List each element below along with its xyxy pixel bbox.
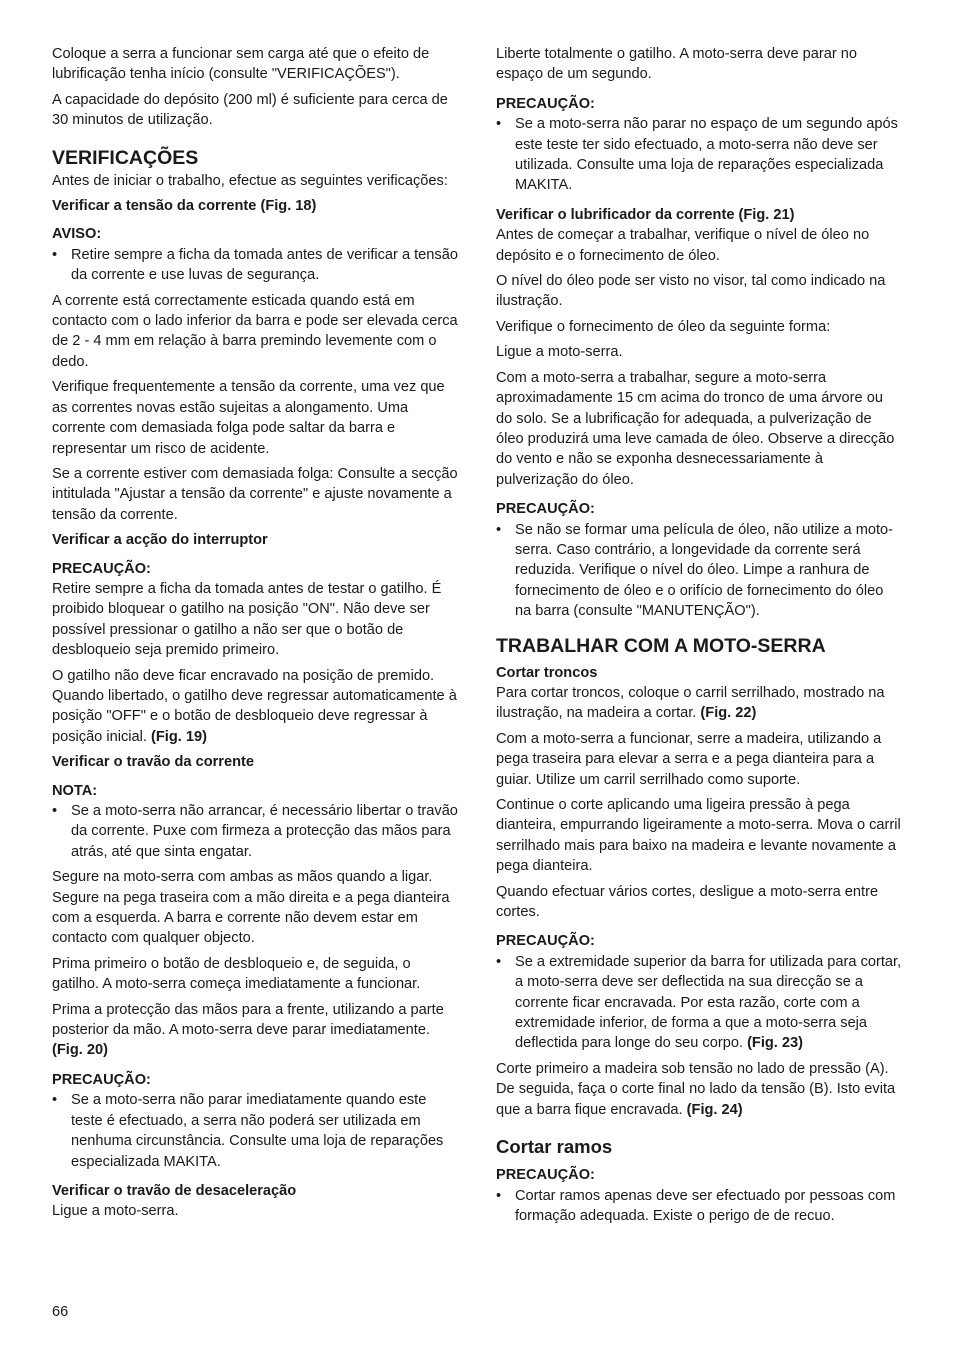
- paragraph: [52, 666, 458, 748]
- paragraph-text: O gatilho não deve ficar encravado na posição de premido. Quando libertado, o gatilho deve regressar automaticamente à posição "OFF" e o botão de desbloqueio deve regressar à posição inicial.: [52, 667, 457, 745]
- label-precaucao: PRECAUÇÃO:: [496, 95, 595, 112]
- bullet-text: Se a moto-serra não parar no espaço de um segundo após este teste ter sido efectuado, a moto-serra não deve ser utilizada. Consulte uma loja de reparações especializada MAKITA.: [515, 116, 898, 194]
- subheading-lubrificador: Verificar o lubrificador da corrente (Fig. 21): [496, 206, 795, 223]
- paragraph: [496, 1059, 902, 1120]
- subheading-troncos: Cortar troncos: [496, 664, 598, 681]
- bullet-text: Se não se formar uma película de óleo, não utilize a moto-serra. Caso contrário, a longevidade da corrente será reduzida. Verifique o nível do óleo. Limpe a ranhura de fornecimento de óleo e o orifício de fornecimento do óleo na barra (consulte "MANUTENÇÃO").: [515, 521, 894, 620]
- bullet-item: [496, 520, 902, 622]
- paragraph-text: Para cortar troncos, coloque o carril serrilhado, mostrado na ilustração, na madeira a cortar.: [496, 684, 885, 722]
- bullet-marker: •: [496, 521, 502, 538]
- paragraph: Ligue a moto-serra.: [52, 1203, 179, 1220]
- intro-paragraph-2: A capacidade do depósito (200 ml) é suficiente para cerca de 30 minutos de utilização.: [52, 91, 448, 129]
- section-heading-verificacoes: VERIFICAÇÕES: [52, 146, 199, 169]
- figure-ref: (Fig. 24): [686, 1101, 743, 1118]
- paragraph: Verifique o fornecimento de óleo da seguinte forma:: [496, 318, 831, 335]
- label-precaucao: PRECAUÇÃO:: [496, 501, 595, 518]
- paragraph: [496, 683, 902, 724]
- page-number: 66: [52, 1304, 69, 1320]
- bullet-content: Se a extremidade superior da barra for utilizada para cortar, a moto-serra deve ser deflectida na sua direcção se a corrente ficar encravada. Por esta razão, corte com a extremidade inferior, de forma a que a moto-serra seja deflectida para longe do seu corpo.: [515, 953, 902, 1052]
- bullet-item: [496, 114, 902, 196]
- paragraph: Se a corrente estiver com demasiada folga: Consulte a secção intitulada "Ajustar a tensão da corrente" e ajuste novamente a tensão da corrente.: [52, 465, 458, 523]
- paragraph: Quando efectuar vários cortes, desligue a moto-serra entre cortes.: [496, 883, 879, 921]
- bullet-marker: •: [52, 1092, 58, 1109]
- figure-ref: (Fig. 23): [747, 1035, 804, 1052]
- paragraph: Antes de começar a trabalhar, verifique o nível de óleo no depósito e o fornecimento de óleo.: [496, 227, 870, 264]
- bullet-item: [52, 1090, 458, 1172]
- bullet-text: Se a moto-serra não parar imediatamente quando este teste é efectuado, a serra não poderá ser utilizada em nenhuma circunstância. Consulte uma loja de reparações especializada MAKITA.: [71, 1092, 444, 1170]
- bullet-text: Retire sempre a ficha da tomada antes de verificar a tensão da corrente e use luvas de segurança.: [71, 246, 458, 284]
- bullet-marker: •: [52, 246, 58, 263]
- paragraph: Retire sempre a ficha da tomada antes de testar o gatilho. É proibido bloquear o gatilho na posição "ON". Não deve ser possível pressionar o gatilho a não ser que o botão de desbloqueio seja premido primeiro.: [52, 580, 442, 659]
- label-precaucao: PRECAUÇÃO:: [496, 1167, 595, 1184]
- bullet-text: Se a moto-serra não arrancar, é necessário libertar o travão da corrente. Puxe com firmeza a protecção das mãos para atrás, até que sinta engatar.: [71, 803, 458, 860]
- paragraph: A corrente está correctamente esticada quando está em contacto com o lado inferior da barra e pode ser elevada cerca de 2 - 4 mm em relação à barra premindo levemente com o dedo.: [52, 292, 458, 370]
- paragraph: Verifique frequentemente a tensão da corrente, uma vez que as correntes novas estão sujeitas a alongamento. Uma corrente com demasiada folga pode saltar da barra e representar um risco de acidente.: [52, 379, 445, 457]
- paragraph: Com a moto-serra a funcionar, serre a madeira, utilizando a pega traseira para elevar a serra e a pega dianteira para a guiar. Utilize um carril serrilhado como suporte.: [496, 730, 882, 788]
- right-column: [496, 44, 902, 1231]
- subheading-travao: Verificar o travão da corrente: [52, 754, 254, 771]
- figure-ref: (Fig. 22): [700, 705, 757, 722]
- label-nota: NOTA:: [52, 782, 98, 799]
- subheading-desaceleracao: Verificar o travão de desaceleração: [52, 1182, 297, 1199]
- bullet-item: [496, 952, 902, 1054]
- bullet-text: Cortar ramos apenas deve ser efectuado por pessoas com formação adequada. Existe o perigo de de recuo.: [515, 1187, 896, 1224]
- bullet-marker: •: [52, 803, 58, 819]
- section-heading-trabalhar: TRABALHAR COM A MOTO-SERRA: [496, 634, 826, 657]
- verificacoes-intro: Antes de iniciar o trabalho, efectue as seguintes verificações:: [52, 172, 448, 189]
- bullet-text: [515, 952, 902, 1054]
- bullet-marker: •: [496, 116, 502, 133]
- paragraph-text: Corte primeiro a madeira sob tensão no lado de pressão (A). De seguida, faça o corte final no lado da tensão (B). Isto evita que a barra fique encravada.: [496, 1060, 896, 1118]
- subheading-interruptor: Verificar a acção do interruptor: [52, 532, 268, 549]
- paragraph: Com a moto-serra a trabalhar, segure a moto-serra aproximadamente 15 cm acima do tronco de uma árvore ou do solo. Se a lubrificação for adequada, a pulverização de óleo produzirá uma leve camada de óleo. Observe a direcção do vento e não se exponha desnecessariamente à pulverização do óleo.: [496, 369, 895, 488]
- label-precaucao: PRECAUÇÃO:: [496, 933, 595, 950]
- label-precaucao: PRECAUÇÃO:: [52, 1071, 151, 1088]
- paragraph: Continue o corte aplicando uma ligeira pressão à pega dianteira, empurrando ligeiramente a moto-serra. Mova o carril serrilhado mais para baixo na madeira e levante novamente a pega dianteira.: [496, 797, 901, 875]
- label-precaucao: PRECAUÇÃO:: [52, 560, 151, 577]
- label-aviso: AVISO:: [52, 226, 102, 243]
- figure-ref: (Fig. 19): [150, 728, 207, 745]
- bullet-marker: •: [496, 953, 502, 970]
- paragraph: [52, 1000, 458, 1061]
- bullet-item: [52, 245, 458, 286]
- bullet-item: [52, 801, 458, 862]
- paragraph: Prima primeiro o botão de desbloqueio e, de seguida, o gatilho. A moto-serra começa imediatamente a funcionar.: [52, 955, 421, 993]
- paragraph: Liberte totalmente o gatilho. A moto-serra deve parar no espaço de um segundo.: [496, 46, 858, 83]
- subheading-tensao: Verificar a tensão da corrente (Fig. 18): [52, 198, 317, 215]
- left-column: [52, 44, 458, 1227]
- intro-paragraph-1: Coloque a serra a funcionar sem carga até que o efeito de lubrificação tenha início (consulte "VERIFICAÇÕES").: [52, 46, 430, 83]
- paragraph: Ligue a moto-serra.: [496, 344, 623, 361]
- paragraph-text: Prima a protecção das mãos para a frente, utilizando a parte posterior da mão. A moto-serra deve parar imediatamente.: [52, 1001, 444, 1039]
- paragraph: O nível do óleo pode ser visto no visor, tal como indicado na ilustração.: [496, 273, 886, 310]
- subsection-heading-ramos: Cortar ramos: [496, 1136, 613, 1158]
- paragraph: Segure na moto-serra com ambas as mãos quando a ligar. Segure na pega traseira com a mão direita e a pega dianteira com a esquerda. A barra e corrente não devem estar em contacto com qualquer objecto.: [52, 869, 450, 947]
- bullet-item: [496, 1186, 902, 1227]
- figure-ref: (Fig. 20): [52, 1042, 108, 1059]
- bullet-marker: •: [496, 1187, 502, 1204]
